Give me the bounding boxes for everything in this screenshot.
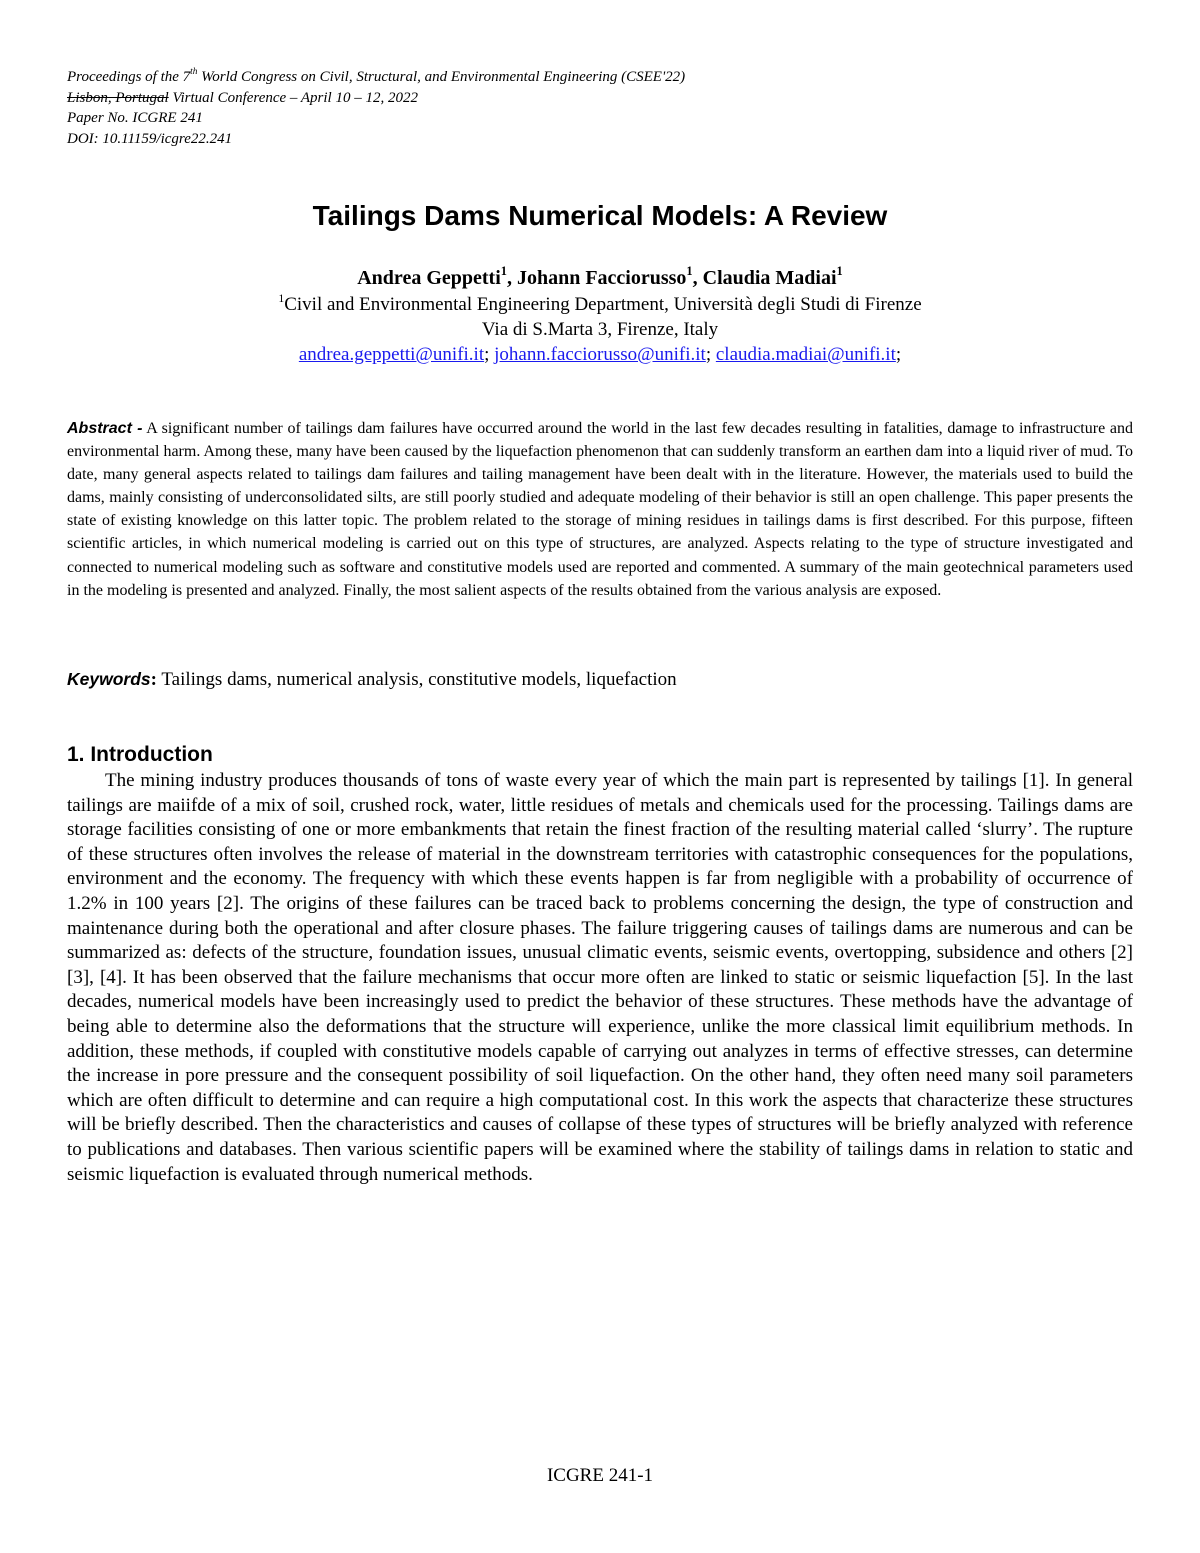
email-link[interactable]: johann.facciorusso@unifi.it	[494, 344, 706, 365]
affiliation: $^1$Civil and Environmental Engineering Department, Università degli Studi di Firenze	[278, 291, 922, 315]
affiliation-mark: 1	[278, 291, 285, 305]
abstract	[67, 417, 1133, 602]
doi: DOI: 10.11159/icgre22.241	[67, 130, 233, 147]
keywords-text: Tailings dams, numerical analysis, constitutive models, liquefaction	[156, 669, 677, 690]
email-list: andrea.geppetti@unifi.it; johann.facciorusso@unifi.it; claudia.madiai@unifi.it;	[298, 344, 902, 365]
author-name: Andrea Geppetti	[357, 267, 501, 289]
abstract-label: Abstract -	[67, 420, 143, 437]
paper-title: Tailings Dams Numerical Models: A Review	[312, 200, 888, 231]
page-footer: ICGRE 241-1	[546, 1465, 654, 1486]
author-list: Andrea Geppetti$^1$, Johann Facciorusso$^1$, Claudia Madiai$^1$	[357, 264, 843, 289]
address: Via di S.Marta 3, Firenze, Italy	[481, 319, 719, 340]
author-affiliation-mark: 1	[836, 264, 843, 279]
email-link[interactable]: andrea.geppetti@unifi.it	[298, 344, 485, 365]
struck-venue: Lisbon, Portugal	[67, 89, 169, 106]
introduction-paragraph: The mining industry produces thousands of tons of waste every year of which the main part is represented by tailings [1]. In general tailings are maiifde of a mix of soil, crushed rock, water, little residues of metals and chemicals used for the processing. Tailings dams are storage facilities consisting of one or more embankments that retain the finest fraction of the resulting material called ‘slurry’. The rupture of these structures often involves the release of material in the downstream territories with catastrophic consequences for the populations, environment and the economy. The frequency with which these events happen is far from negligible with a probability of occurrence of 1.2% in 100 years [2]. The origins of these failures can be traced back to problems concerning the design, the type of construction and maintenance during both the operational and after closure phases. The failure triggering causes of tailings dams are numerous and can be summarized as: defects of the structure, foundation issues, unusual climatic events, seismic events, overtopping, subsidence and others [2] [3], [4]. It has been observed that the failure mechanisms that occur more often are linked to static or seismic liquefaction [5]. In the last decades, numerical models have been increasingly used to predict the behavior of these structures. These methods have the advantage of being able to determine also the deformations that the structure will experience, unlike the more classical limit equilibrium methods. In addition, these methods, if coupled with constitutive models capable of carrying out analyzes in terms of effective stresses, can determine the increase in pore pressure and the consequent possibility of soil liquefaction. On the other hand, they often need many soil parameters which are often difficult to determine and can require a high computational cost. In this work the aspects that characterize these structures will be briefly described. Then the characteristics and causes of collapse of these types of structures will be briefly analyzed with reference to publications and databases. Then various scientific papers will be examined where the stability of tailings dams in relation to static and seismic liquefaction is evaluated through numerical methods.	[67, 770, 1133, 1185]
proceedings-header	[67, 67, 685, 149]
ordinal-superscript: th	[190, 67, 198, 78]
author-name: Johann Facciorusso	[516, 267, 687, 289]
keywords-label: Keywords	[67, 669, 151, 689]
proceedings-line: Proceedings of the 7th World Congress on Civil, Structural, and Environmental Engineering (CSEE'22)	[67, 67, 686, 85]
abstract-text: A significant number of tailings dam failures have occurred around the world in the last few decades resulting in fatalities, damage to infrastructure and environmental harm. Among these, many have been caused by the liquefaction phenomenon that can suddenly transform an earthen dam into a liquid river of mud. To date, many general aspects related to tailings dam failures and tailing management have been dealt with in the literature. However, the materials used to build the dams, mainly consisting of underconsolidated silts, are still poorly studied and adequate modeling of their behavior is still an open challenge. This paper presents the state of existing knowledge on this latter topic. The problem related to the storage of mining residues in tailings dams is first described. For this purpose, fifteen scientific articles, in which numerical modeling is carried out on this type of structures, are analyzed. Aspects relating to the type of structure investigated and connected to numerical modeling such as software and constitutive models used are reported and commented. A summary of the main geotechnical parameters used in the modeling is presented and analyzed. Finally, the most salient aspects of the results obtained from the various analysis are exposed.	[67, 420, 1133, 599]
keywords: Keywords: Tailings dams, numerical analysis, constitutive models, liquefaction	[67, 669, 677, 690]
venue-line: Lisbon, Portugal Virtual Conference – April 10 – 12, 2022	[67, 89, 418, 106]
author-name: Claudia Madiai	[702, 267, 837, 289]
email-link[interactable]: claudia.madiai@unifi.it	[715, 344, 896, 365]
section-heading: 1. Introduction	[67, 743, 213, 766]
author-affiliation-mark: 1	[500, 264, 507, 279]
author-affiliation-mark: 1	[686, 264, 693, 279]
paper-number: Paper No. ICGRE 241	[67, 110, 203, 126]
